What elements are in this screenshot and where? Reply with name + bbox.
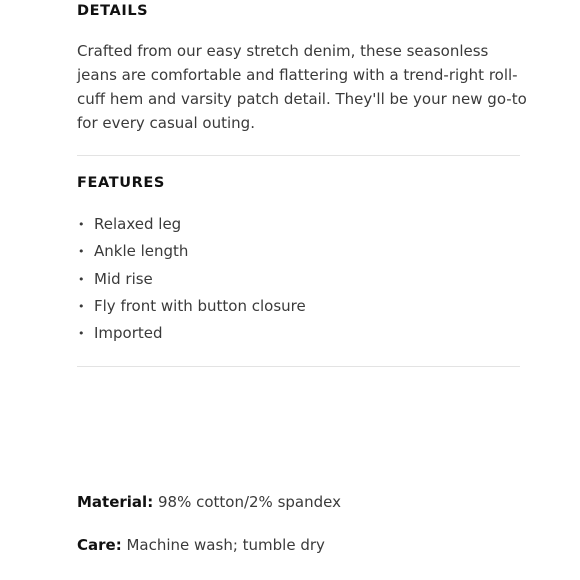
features-list <box>77 211 306 347</box>
feature-text: Relaxed leg <box>94 215 182 233</box>
material-line <box>77 493 341 511</box>
details-heading: DETAILS <box>77 3 149 19</box>
feature-text: Mid rise <box>94 269 153 288</box>
feature-text: Imported <box>94 324 163 343</box>
material-label: Material: <box>77 493 154 511</box>
care-line <box>77 536 325 554</box>
care-value: Machine wash; tumble dry <box>126 536 325 554</box>
bullet-icon: • <box>78 299 85 313</box>
feature-item <box>77 238 306 265</box>
material-value: 98% cotton/2% spandex <box>157 493 341 511</box>
bullet-icon: • <box>78 327 85 341</box>
section-divider <box>77 155 520 156</box>
features-heading: FEATURES <box>77 175 165 191</box>
feature-item <box>77 266 306 293</box>
feature-item <box>77 320 306 347</box>
care-label: Care: <box>77 536 122 554</box>
bullet-icon: • <box>78 218 85 231</box>
section-divider <box>77 366 520 367</box>
bullet-icon: • <box>78 245 85 259</box>
feature-item <box>77 293 306 320</box>
feature-text: Ankle length <box>94 242 189 261</box>
product-description: Crafted from our easy stretch denim, these seasonless jeans are comfortable and flattering with a trend-right roll-cuff hem and varsity patch detail. They'll be your new go-to for every casual outing. <box>77 42 527 132</box>
feature-text: Fly front with button closure <box>94 296 306 315</box>
feature-item <box>77 211 306 238</box>
bullet-icon: • <box>78 272 85 286</box>
